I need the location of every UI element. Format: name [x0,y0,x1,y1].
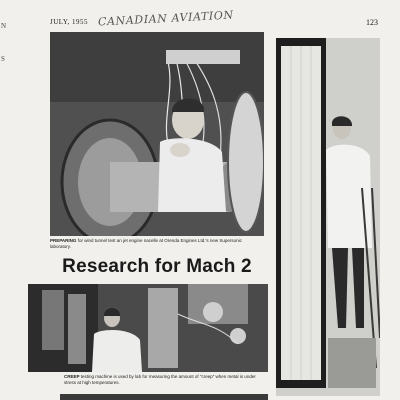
photo-tall-test-panel [276,38,380,396]
publication-stamp: CANADIAN AVIATION [97,8,234,29]
photo-bottom-edge [60,394,268,400]
margin-mark-n: N [1,22,7,30]
photo-creep-machine-illustration [28,284,268,372]
caption-label-creep: CREEP [64,374,80,379]
caption-creep-testing [64,374,268,385]
margin-mark-s: S [1,55,5,63]
caption-label-preparing: PREPARING [50,238,77,243]
page-header [50,8,378,30]
caption-text-creep: testing machine is used by lab for measuring the amount of "creep" when metal is under stress at high temperatures. [64,374,256,385]
photo-wind-tunnel-preparation [50,32,264,236]
caption-wind-tunnel [50,238,264,249]
caption-text-preparing: for wind tunnel test an jet engine nacelle at Orenda Engines Ltd.'s new Supersonic laboratory. [50,238,242,249]
photo-tall-panel-illustration [276,38,380,396]
photo-creep-testing-machine [28,284,268,372]
issue-date: JULY, 1955 [50,18,89,26]
page-number: 123 [366,18,378,27]
article-headline: Research for Mach 2 [62,256,252,277]
photo-wind-tunnel-illustration [50,32,264,236]
